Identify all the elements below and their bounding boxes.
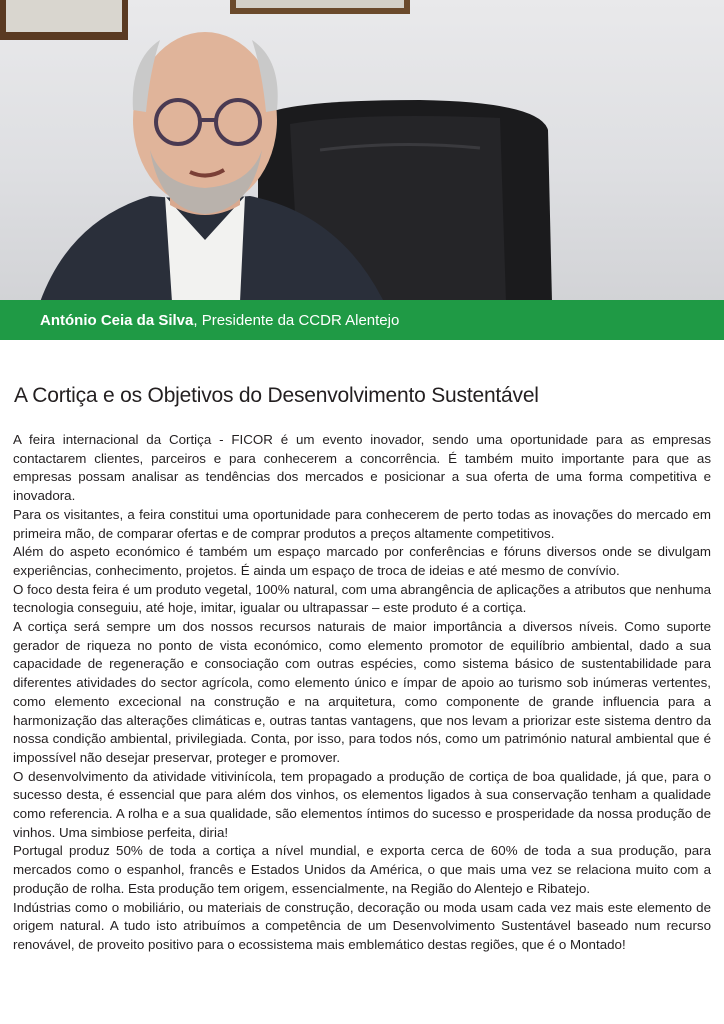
- portrait-photo: [0, 0, 724, 302]
- photo-caption: [0, 300, 724, 340]
- article-paragraph: O foco desta feira é um produto vegetal, 100% natural, com uma abrangência de aplicações a atributos que nenhuma tecnologia conseguiu, até hoje, imitar, igualar ou ultrapassar – este produto é a cortiça.: [13, 581, 711, 616]
- article-paragraph: O desenvolvimento da atividade vitivinícola, tem propagado a produção de cortiça de boa qualidade, já que, para o sucesso desta, é essencial que para além dos vinhos, os elementos ligados à sua conservação tenham a qualidade como referencia. A rolha e a sua qualidade, são elementos íntimos do sucesso e prosperidade da nossa produção de vinhos. Uma simbiose perfeita, diria!: [13, 768, 711, 840]
- article-paragraph: Portugal produz 50% de toda a cortiça a nível mundial, e exporta cerca de 60% de toda a sua produção, para mercados como o espanhol, francês e Estados Unidos da América, o que mais uma vez se relaciona muito com a produção de rolha. Esta produção tem origem, essencialmente, na Região do Alentejo e Ribatejo.: [13, 843, 711, 896]
- article-paragraph: A cortiça será sempre um dos nossos recursos naturais de maior importância a diversos níveis. Como suporte gerador de riqueza no ponto de vista económico, como elemento promotor de equilíbrio ambiental, dado a sua capacidade de regeneração e consociação com outras espécies, como sistema básico de sustentabilidade para diferentes atividades do sector agrícola, como elemento único e ímpar de apoio ao turismo sob inúmeras vertentes, como elemento excecional na construção e na arquitetura, como componente de grande influencia para a harmonização das alterações climáticas e, outras tantas vantagens, que nos levam a priorizar este sistema dentro da nossa condição ambiental, privilegiada. Conta, por isso, para todos nós, como um património natural ambiental que é impossível não desejar preservar, proteger e promover.: [13, 619, 711, 765]
- article-title: A Cortiça e os Objetivos do Desenvolvimento Sustentável: [14, 384, 539, 407]
- article-body: [13, 431, 711, 955]
- caption-name: António Ceia da Silva: [40, 311, 194, 329]
- article-paragraph: Além do aspeto económico é também um espaço marcado por conferências e fóruns diversos onde se divulgam experiências, conhecimento, projetos. É ainda um espaço de troca de ideias e até mesmo de convívio.: [13, 544, 711, 578]
- article-paragraph: Indústrias como o mobiliário, ou materiais de construção, decoração ou moda usam cada vez mais este elemento de origem natural. A tudo isto atribuímos a competência de um Desenvolvimento Sustentável baseado num recurso renovável, de proveito positivo para o ecossistema mais emblemático destas regiões, que é o Montado!: [13, 899, 711, 952]
- caption-role: , Presidente da CCDR Alentejo: [193, 311, 400, 329]
- article-paragraph: A feira internacional da Cortiça - FICOR é um evento inovador, sendo uma oportunidade para as empresas contactarem clientes, parceiros e para conhecerem a concorrência. É também muito importante para que as empresas possam analisar as tendências dos mercados e posicionar a sua oferta de uma forma competitiva e inovadora.: [13, 432, 711, 504]
- article-paragraph: Para os visitantes, a feira constitui uma oportunidade para conhecerem de perto todas as inovações do mercado em primeira mão, de comparar ofertas e de comprar produtos a preços altamente competitivos.: [13, 506, 711, 541]
